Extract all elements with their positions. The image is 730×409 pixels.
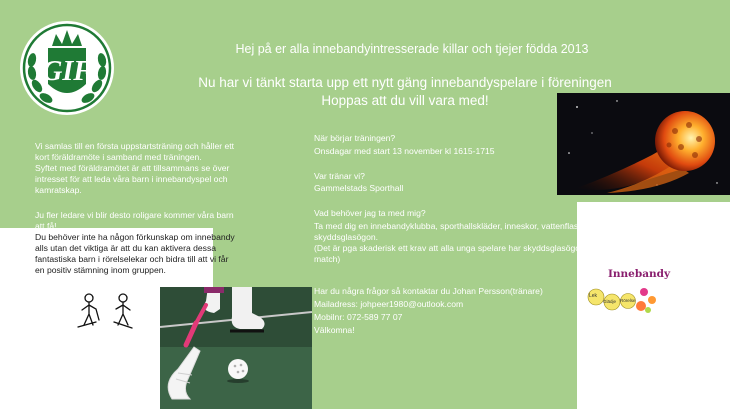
ball-word-1: Lek: [589, 293, 598, 299]
text-line: Ta med dig en innebandyklubba, sporthallskläder, inneskor, vattenflaska och: [314, 221, 604, 231]
answer-when: Onsdagar med start 13 november kl 1615-1715: [314, 146, 495, 156]
title-line-3: Hoppas att du vill vara med!: [321, 93, 489, 108]
text-line: Ju fler ledare vi blir desto roligare kommer våra barn: [35, 210, 234, 220]
text-line: intresset för att leda våra barn i innebandyspel och: [35, 174, 228, 185]
floorball-stick-and-ball-icon: [160, 287, 312, 409]
contact-line: Har du några frågor så kontaktar du Johan Persson(tränare): [314, 286, 543, 296]
innebandy-logo-text: Innebandy: [608, 268, 671, 280]
answer-what: [314, 221, 668, 265]
text-line: alls utan det viktiga är att du kan aktivera dessa: [35, 243, 217, 254]
club-crest-icon: [18, 18, 116, 118]
left-paragraph-2: [35, 210, 234, 232]
text-line: Vi samlas till en första uppstartsträning och håller ett: [35, 141, 235, 151]
ball-word-2: Glädje: [603, 299, 617, 304]
title-line-1: Hej på er alla innebandyintresserade killar och tjejer födda 2013: [235, 42, 589, 56]
club-crest-letters: GIF: [42, 56, 92, 87]
contact-block: [314, 286, 543, 336]
text-line: fantastiska barn i rörelselekar och bidra till att vi får: [35, 254, 229, 265]
text-line: kort föräldramöte i samband med träningen.: [35, 152, 202, 163]
contact-email: Mailadress: johpeer1980@outlook.com: [314, 299, 464, 310]
text-line: Du behöver inte ha någon förkunskap om innebandy: [35, 232, 235, 242]
text-line: en positiv stämning inom gruppen.: [35, 265, 166, 276]
left-paragraph-1: [35, 141, 234, 196]
text-line: skyddsglasögon.: [314, 232, 379, 243]
flaming-floorball-icon: [557, 93, 730, 195]
stick-figure-players-icon: [76, 292, 138, 332]
text-line: match): [314, 254, 341, 265]
text-line: Syftet med föräldramötet är att tillsammans se över: [35, 163, 230, 174]
text-line: (Det är pga skaderisk ett krav att alla unga spelare har skyddsglasögon vid såväl träning som: [314, 243, 668, 254]
floorball-photo: [160, 287, 312, 409]
text-line: att få!: [35, 221, 57, 232]
title-line-2: Nu har vi tänkt starta upp ett nytt gäng innebandyspelare i föreningen: [198, 75, 612, 90]
answer-where: Gammelstads Sporthall: [314, 183, 404, 193]
text-line: kamratskap.: [35, 185, 82, 196]
question-what: Vad behöver jag ta med mig?: [314, 208, 426, 218]
innebandy-logo: [586, 268, 671, 320]
ball-word-3: Rörelse: [620, 298, 636, 303]
left-paragraph-3: [35, 232, 235, 276]
contact-phone: Mobilnr: 072-589 77 07: [314, 312, 403, 323]
question-when: När börjar träningen?: [314, 133, 396, 143]
question-where: Var tränar vi?: [314, 171, 365, 181]
welcome-text: Välkomna!: [314, 325, 355, 336]
